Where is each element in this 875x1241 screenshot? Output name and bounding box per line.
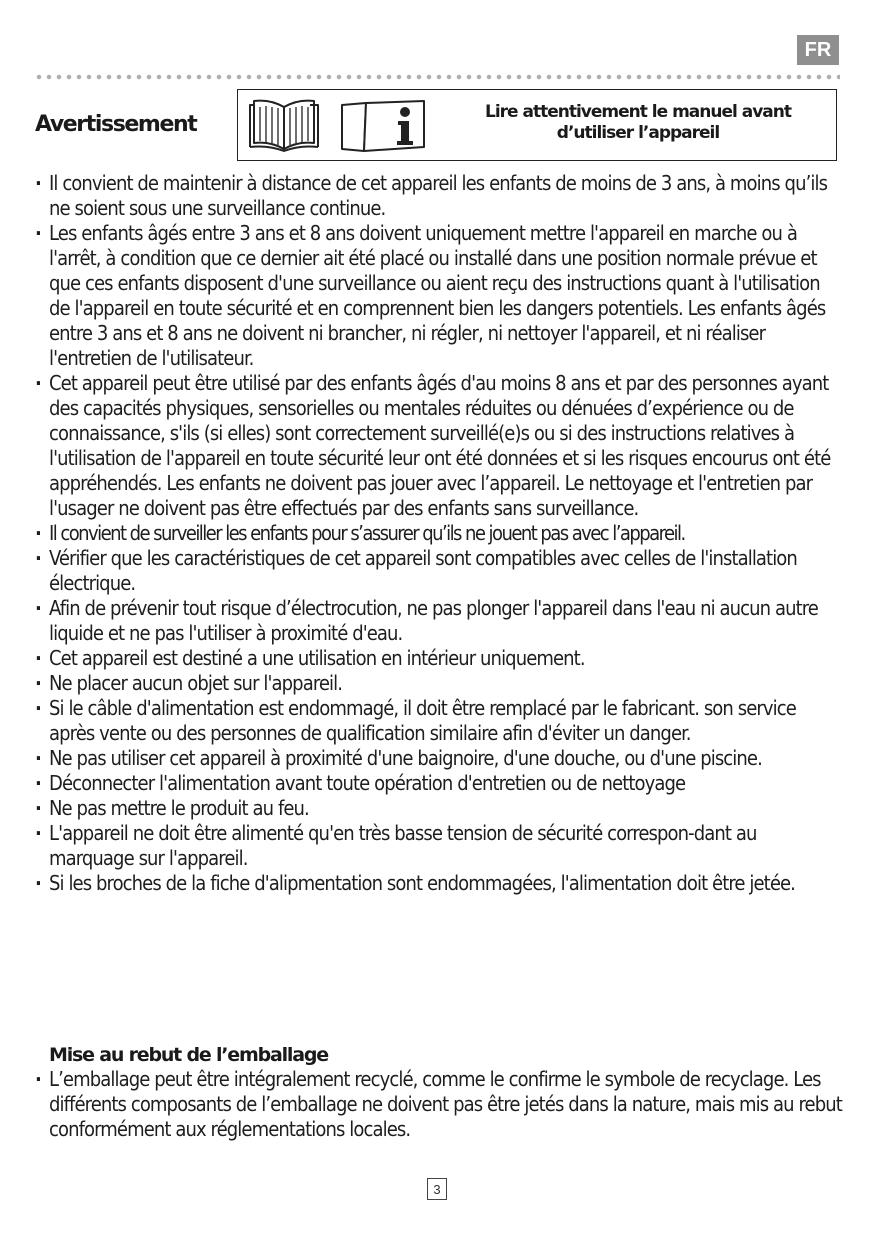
list-item: · Vérifier que les caractéristiques de cet appareil sont compatibles avec celles de l'installation électrique. bbox=[34, 546, 844, 596]
list-item: · Les enfants âgés entre 3 ans et 8 ans doivent uniquement mettre l'appareil en marche ou à l'arrêt, à condition que ce dernier ait été placé ou installé dans une position normale prévue et que ces enfants disposent d'une surveillance ou aient reçu des instructions quant à l'utilisation de l'appareil en toute sécurité et en comprennent bien les dangers potentiels. Les enfants âgés entre 3 ans et 8 ans ne doivent ni brancher, ni régler, ni nettoyer l'appareil, et ni réaliser l'entretien de l'utilisateur. bbox=[34, 221, 844, 371]
list-item: · Il convient de maintenir à distance de cet appareil les enfants de moins de 3 ans, à moins qu’ils ne soient sous une surveillance continue. bbox=[34, 171, 844, 221]
packaging-title: Mise au rebut de l’emballage bbox=[49, 1044, 328, 1066]
warning-title: Avertissement bbox=[35, 112, 197, 137]
list-item: · Afin de prévenir tout risque d’électrocution, ne pas plonger l'appareil dans l'eau ni aucun autre liquide et ne pas l'utiliser à proximité d'eau. bbox=[34, 596, 844, 646]
page-number: 3 bbox=[427, 1178, 447, 1200]
open-book-icon bbox=[250, 101, 318, 151]
language-badge: FR bbox=[797, 35, 839, 65]
list-item: · Il convient de surveiller les enfants pour s’assurer qu’ils ne jouent pas avec l’appareil. bbox=[34, 521, 844, 546]
list-item: · Si les broches de la fiche d'alipmentation sont endommagées, l'alimentation doit être jetée. bbox=[34, 871, 844, 896]
list-item: · Ne pas utiliser cet appareil à proximité d'une baignoire, d'une douche, ou d'une piscine. bbox=[34, 746, 844, 771]
warning-notice-text: Lire attentivement le manuel avant d’utiliser l’appareil bbox=[485, 102, 791, 143]
warning-icons bbox=[246, 97, 426, 157]
list-item: · Si le câble d'alimentation est endommagé, il doit être remplacé par le fabricant. son service après vente ou des personnes de qualification similaire afin d'éviter un danger. bbox=[34, 696, 844, 746]
list-item: · Cet appareil peut être utilisé par des enfants âgés d'au moins 8 ans et par des personnes ayant des capacités physiques, sensorielles ou mentales réduites ou dénuées d’expérience ou de connaissance, s'ils (si elles) sont correctement surveillé(e)s ou si des instructions relatives à l'utilisation de l'appareil en toute sécurité leur ont été données et si les risques encourus ont été appréhendés. Les enfants ne doivent pas jouer avec l’appareil. Le nettoyage et l'entretien par l'usager ne doivent pas être effectués par des enfants sans surveillance. bbox=[34, 371, 844, 521]
list-item: · L'appareil ne doit être alimenté qu'en très basse tension de sécurité correspon-dant au marquage sur l'appareil. bbox=[34, 821, 844, 871]
list-item: · Ne placer aucun objet sur l'appareil. bbox=[34, 671, 844, 696]
list-item: · Ne pas mettre le produit au feu. bbox=[34, 796, 844, 821]
list-item: · Déconnecter l'alimentation avant toute opération d'entretien ou de nettoyage bbox=[34, 771, 844, 796]
dotted-divider bbox=[34, 74, 840, 80]
list-item: · Cet appareil est destiné a une utilisation en intérieur uniquement. bbox=[34, 646, 844, 671]
packaging-list bbox=[34, 1067, 844, 1142]
safety-list bbox=[34, 171, 844, 896]
warning-notice-box bbox=[237, 89, 837, 161]
information-leaflet-icon bbox=[342, 101, 424, 151]
packaging-section bbox=[34, 1043, 844, 1142]
list-item: · L’emballage peut être intégralement recyclé, comme le confirme le symbole de recyclage. Les différents composants de l’emballage ne doivent pas être jetés dans la nature, mais mis au rebut conformément aux réglementations locales. bbox=[34, 1067, 844, 1142]
